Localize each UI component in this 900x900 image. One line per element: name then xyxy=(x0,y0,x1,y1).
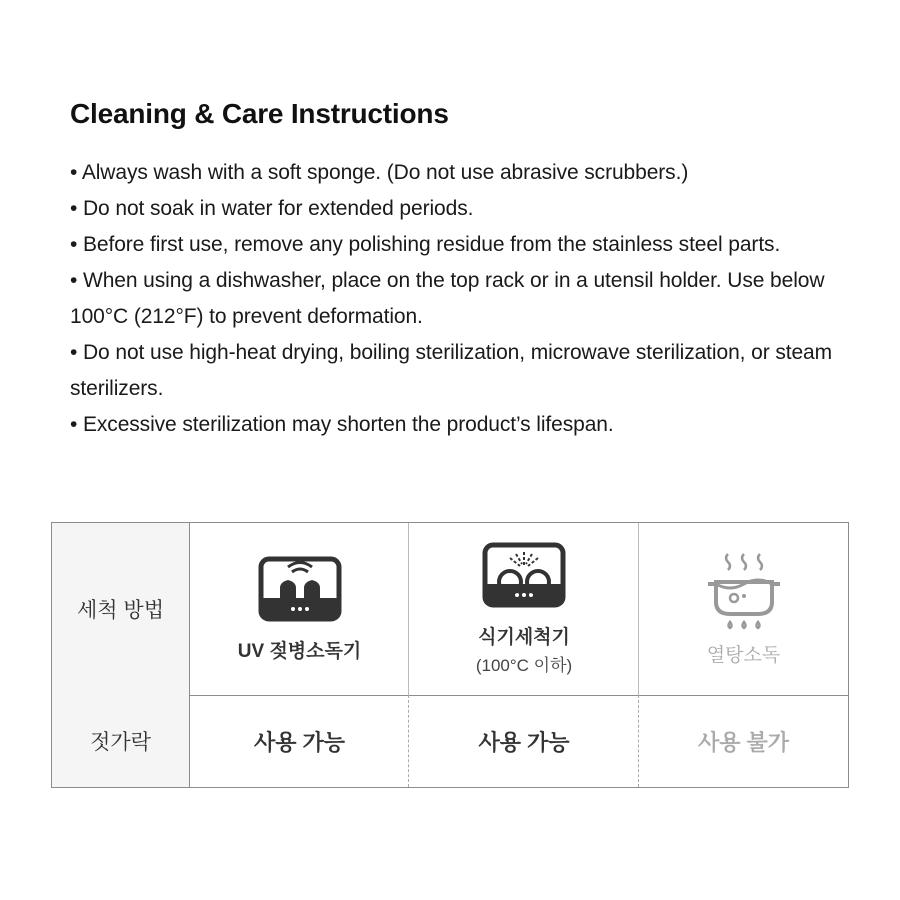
method-boiling xyxy=(639,523,848,695)
availability-value: 사용 불가 xyxy=(697,729,790,755)
page-title: Cleaning & Care Instructions xyxy=(70,98,449,129)
method-dishwasher xyxy=(409,523,639,695)
value-uv-sterilizer xyxy=(190,695,409,787)
instruction-item: • Do not use high-heat drying, boiling sterilization, microwave sterilization, or steam sterilizers. xyxy=(70,341,833,400)
method-sublabel: (100°C 이하) xyxy=(475,656,573,675)
instruction-item: • Do not soak in water for extended periods. xyxy=(70,197,474,220)
dishwasher-icon xyxy=(482,542,566,608)
method-label: 식기세척기 xyxy=(478,627,570,648)
availability-value: 사용 가능 xyxy=(253,729,346,755)
method-label: 열탕소독 xyxy=(706,644,781,666)
instruction-item: • Excessive sterilization may shorten the product’s lifespan. xyxy=(70,413,614,436)
uv-sterilizer-icon xyxy=(258,556,342,622)
instruction-list xyxy=(70,155,870,443)
boiling-pot-icon xyxy=(702,552,786,632)
instruction-item: • When using a dishwasher, place on the top rack or in a utensil holder. Use below 100°C (212°F) to prevent deformation. xyxy=(70,269,825,328)
instruction-item: • Always wash with a soft sponge. (Do not use abrasive scrubbers.) xyxy=(70,161,689,184)
availability-value: 사용 가능 xyxy=(478,729,570,755)
row-header-method: 세척 방법 xyxy=(52,523,189,695)
method-label: UV 젖병소독기 xyxy=(237,640,362,662)
row-header-item: 젓가락 xyxy=(52,695,189,787)
value-dishwasher xyxy=(409,695,639,787)
instruction-item: • Before first use, remove any polishing residue from the stainless steel parts. xyxy=(70,233,781,256)
method-uv-sterilizer xyxy=(190,523,409,695)
value-boiling xyxy=(639,695,848,787)
cleaning-method-table xyxy=(51,522,849,788)
